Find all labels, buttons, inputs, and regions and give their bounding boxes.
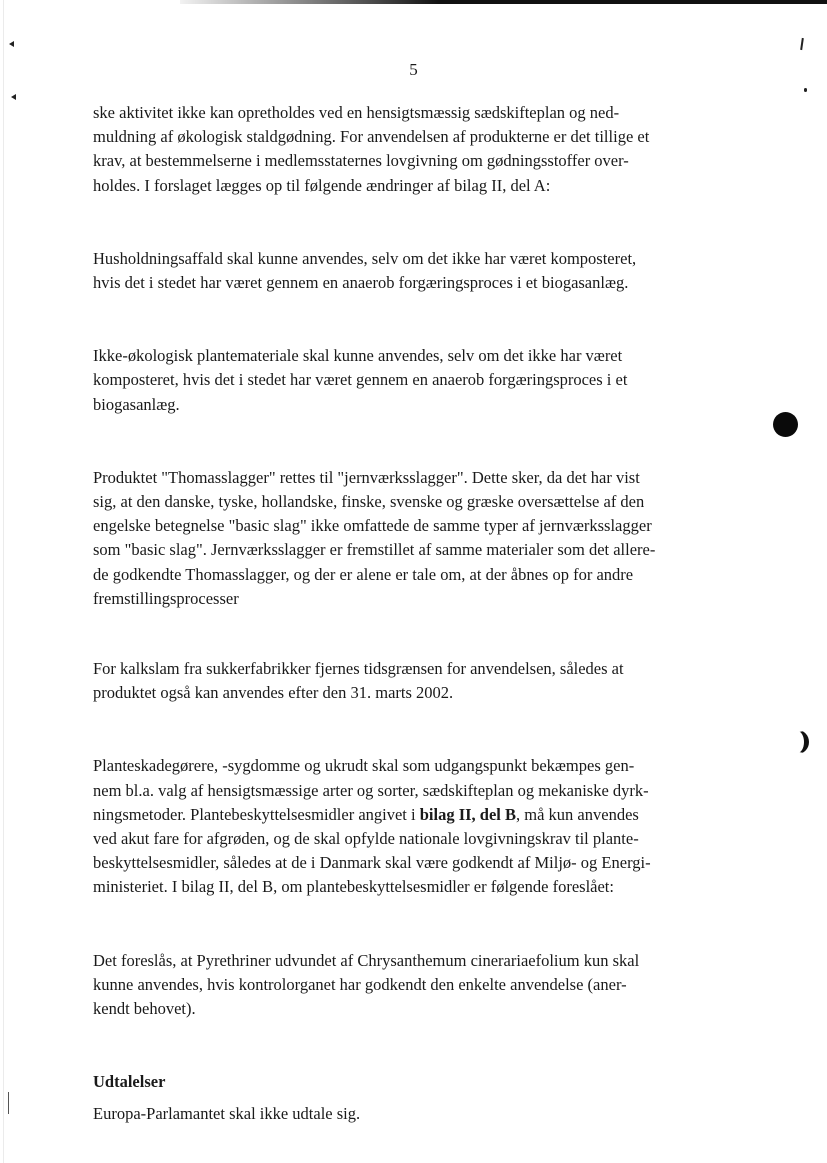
text-line: Det foreslås, at Pyrethriner udvundet af Chrysanthemum cinerariaefolium kun skal	[93, 950, 640, 970]
text-line: For kalkslam fra sukkerfabrikker fjernes tidsgrænsen for anvendelsen, således at	[93, 659, 624, 679]
section-heading: Udtalelser	[93, 1072, 166, 1092]
paragraph	[93, 754, 733, 899]
text-line: biogasanlæg.	[93, 394, 180, 414]
text-line: Ikke-økologisk plantemateriale skal kunne anvendes, selv om det ikke har været	[93, 346, 623, 366]
text-line: muldning af økologisk staldgødning. For anvendelsen af produkterne er det tillige et	[93, 127, 650, 147]
text-line: nem bl.a. valg af hensigtsmæssige arter og sorter, sædskifteplan og mekaniske dyrk-	[93, 780, 649, 800]
text-line: ministeriet. I bilag II, del B, om plantebeskyttelsesmidler er følgende foreslået:	[93, 877, 614, 897]
document-body	[93, 101, 733, 1127]
text-line: ved akut fare for afgrøden, og de skal opfylde nationale lovgivningskrav til plante-	[93, 829, 639, 849]
paragraph	[93, 344, 733, 417]
scan-mark	[11, 94, 16, 100]
paragraph	[93, 657, 733, 705]
punch-hole-partial	[786, 730, 809, 754]
paragraph	[93, 466, 733, 611]
text-line: produktet også kan anvendes efter den 31. marts 2002.	[93, 683, 454, 703]
text-line: holdes. I forslaget lægges op til følgende ændringer af bilag II, del A:	[93, 175, 551, 195]
scan-mark	[800, 38, 804, 50]
scan-mark	[8, 1092, 9, 1114]
bold-reference: bilag II, del B	[419, 804, 517, 824]
punch-hole	[773, 412, 798, 437]
text-line: engelske betegnelse "basic slag" ikke omfattede de samme typer af jernværksslagger	[93, 516, 652, 536]
paragraph	[93, 949, 733, 1022]
text-line: hvis det i stedet har været gennem en anaerob forgæringsproces i et biogasanlæg.	[93, 273, 629, 293]
section-text: Europa-Parlamantet skal ikke udtale sig.	[93, 1104, 361, 1124]
text-line: Planteskadegørere, -sygdomme og ukrudt skal som udgangspunkt bekæmpes gen-	[93, 756, 635, 776]
paragraph	[93, 247, 733, 295]
text-line: Husholdningsaffald skal kunne anvendes, selv om det ikke har været komposteret,	[93, 248, 637, 268]
scan-top-edge	[180, 0, 827, 4]
paragraph	[93, 101, 733, 198]
scan-left-edge	[3, 0, 4, 1163]
page-number: 5	[409, 60, 418, 79]
scan-mark	[804, 88, 807, 92]
text-line: de godkendte Thomasslagger, og der er alene er tale om, at der åbnes op for andre	[93, 564, 634, 584]
text-line: kendt behovet).	[93, 999, 196, 1019]
text-line: fremstillingsprocesser	[93, 588, 239, 608]
text-line: Produktet "Thomasslagger" rettes til "jernværksslagger". Dette sker, da det har vist	[93, 467, 640, 487]
text-line: , må kun anvendes	[516, 804, 639, 824]
text-line: kunne anvendes, hvis kontrolorganet har godkendt den enkelte anvendelse (aner-	[93, 974, 627, 994]
text-line: ningsmetoder. Plantebeskyttelsesmidler angivet i	[93, 804, 420, 824]
text-line: beskyttelsesmidler, således at de i Danmark skal være godkendt af Miljø- og Energi-	[93, 853, 651, 873]
text-line: krav, at bestemmelserne i medlemsstaternes lovgivning om gødningsstoffer over-	[93, 151, 629, 171]
text-line: som "basic slag". Jernværksslagger er fremstillet af samme materialer som det allere-	[93, 540, 656, 560]
scan-mark	[9, 41, 14, 47]
text-line: ske aktivitet ikke kan opretholdes ved en hensigtsmæssig sædskifteplan og ned-	[93, 103, 620, 122]
text-line: komposteret, hvis det i stedet har været gennem en anaerob forgæringsproces i et	[93, 370, 628, 390]
text-line: sig, at den danske, tyske, hollandske, finske, svenske og græske oversættelse af den	[93, 492, 645, 512]
